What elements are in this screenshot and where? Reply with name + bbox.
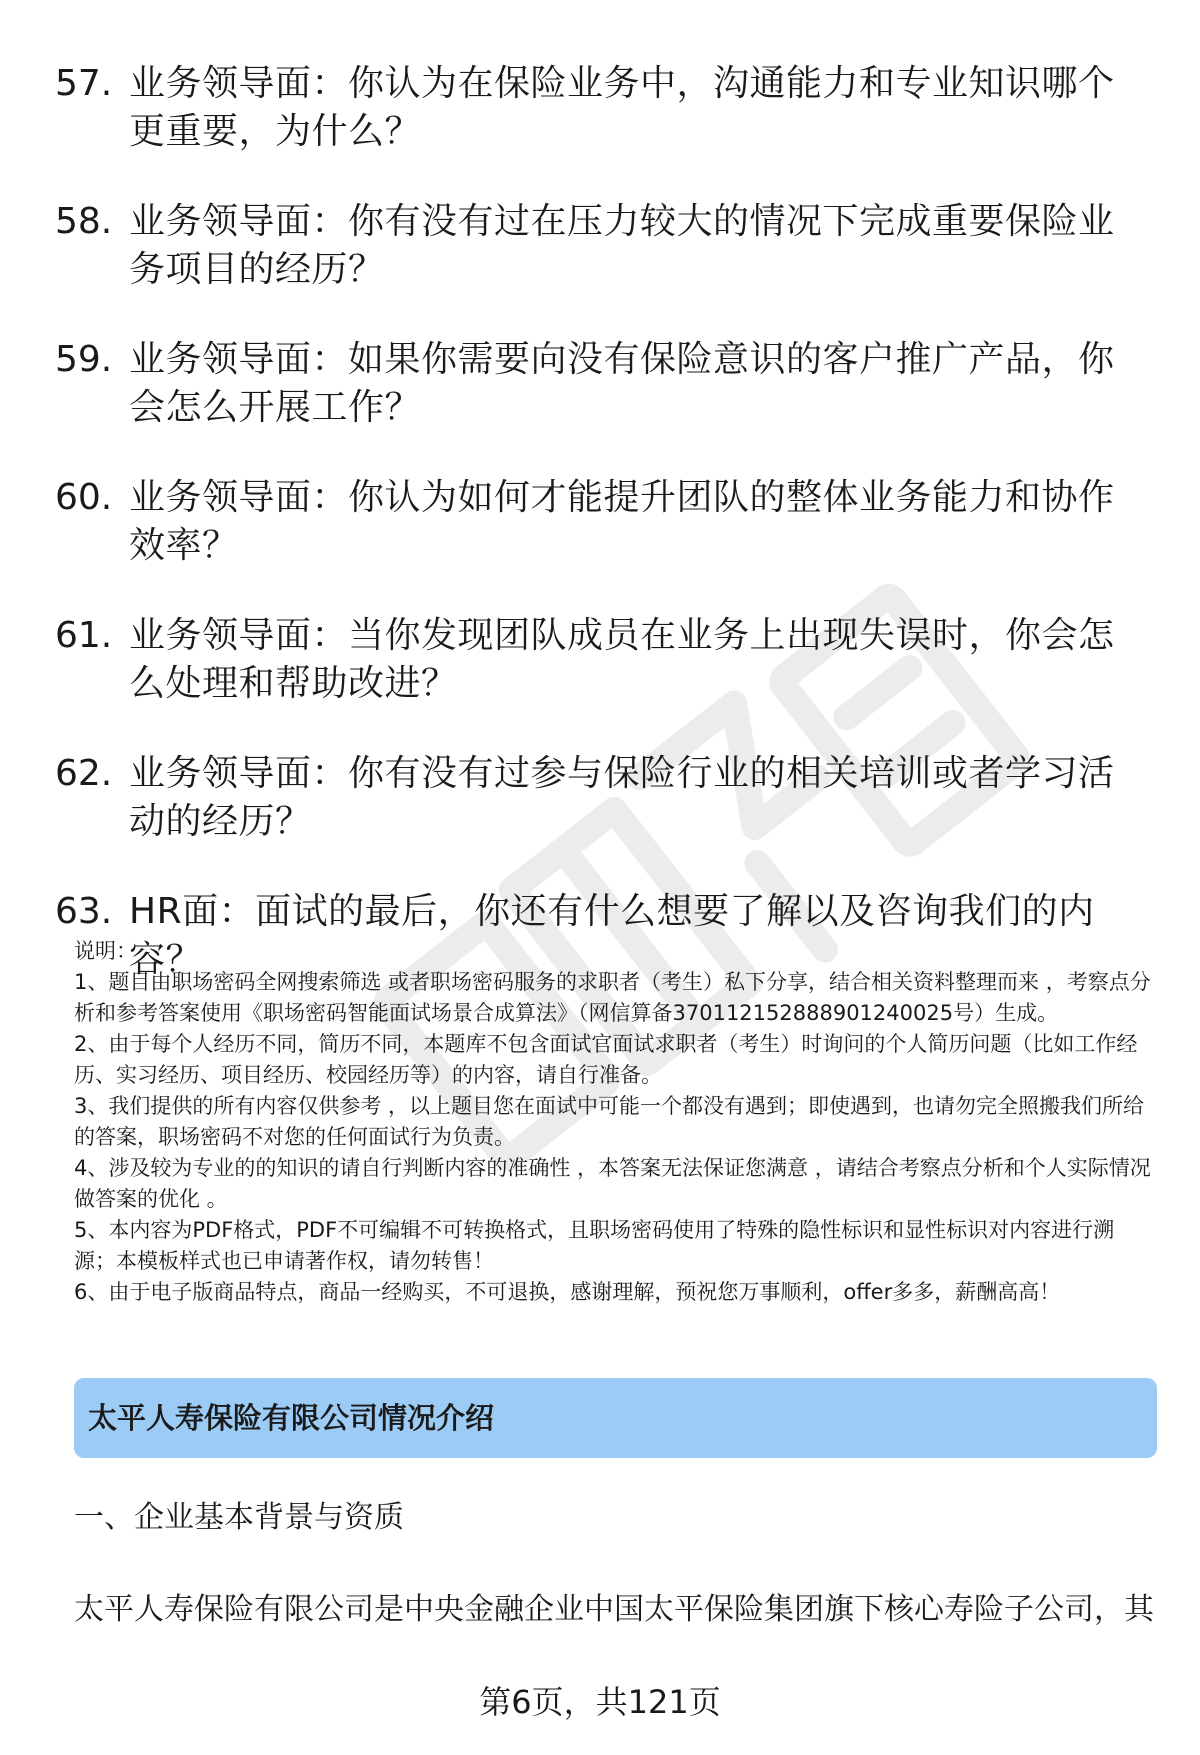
question-text: 业务领导面：你有没有过在压力较大的情况下完成重要保险业务项目的经历？	[129, 201, 1115, 290]
question-item	[55, 612, 1145, 708]
banner-title: 太平人寿保险有限公司情况介绍	[88, 1401, 495, 1435]
question-list	[55, 60, 1145, 1026]
question-item	[55, 198, 1145, 294]
question-number: 62.	[55, 753, 113, 794]
note-item: 2、由于每个人经历不同，简历不同，本题库不包含面试官面试求职者（考生）时询问的个人简历问题（比如工作经历、实习经历、项目经历、校园经历等）的内容，请自行准备。	[74, 1032, 1138, 1087]
question-number: 57.	[55, 63, 113, 104]
question-text: 业务领导面：如果你需要向没有保险意识的客户推广产品，你会怎么开展工作？	[129, 339, 1115, 428]
question-number: 60.	[55, 477, 113, 518]
company-intro-banner	[74, 1378, 1157, 1458]
question-item	[55, 750, 1145, 846]
note-item: 1、题目由职场密码全网搜索筛选 或者职场密码服务的求职者（考生）私下分享，结合相关资料整理而来 ，考察点分析和参考答案使用《职场密码智能面试场景合成算法》（网信算备370112152888901240025号）生成。	[74, 970, 1151, 1025]
question-number: 61.	[55, 615, 113, 656]
question-item	[55, 60, 1145, 156]
question-item	[55, 336, 1145, 432]
question-number: 63.	[55, 891, 113, 932]
question-number: 58.	[55, 201, 113, 242]
question-text: 业务领导面：当你发现团队成员在业务上出现失误时，你会怎么处理和帮助改进？	[129, 615, 1115, 704]
body-paragraph: 太平人寿保险有限公司是中央金融企业中国太平保险集团旗下核心寿险子公司，其	[74, 1592, 1154, 1627]
question-item	[55, 474, 1145, 570]
page-number: 第6页，共121页	[479, 1683, 721, 1721]
question-number: 59.	[55, 339, 113, 380]
notes-heading: 说明：	[74, 939, 137, 963]
note-item: 3、我们提供的所有内容仅供参考 ，以上题目您在面试中可能一个都没有遇到；即使遇到，也请勿完全照搬我们所给的答案，职场密码不对您的任何面试行为负责。	[74, 1094, 1145, 1149]
section-heading: 一、企业基本背景与资质	[74, 1500, 404, 1535]
note-item: 4、涉及较为专业的的知识的请自行判断内容的准确性 ，本答案无法保证您满意 ，请结合考察点分析和个人实际情况做答案的优化 。	[74, 1156, 1151, 1211]
note-item: 6、由于电子版商品特点，商品一经购买，不可退换，感谢理解，预祝您万事顺利，offer多多，薪酬高高！	[74, 1280, 1061, 1304]
question-text: HR面：面试的最后，你还有什么想要了解以及咨询我们的内容？	[129, 891, 1095, 980]
notes-section	[74, 936, 1154, 1308]
question-text: 业务领导面：你认为在保险业务中，沟通能力和专业知识哪个更重要，为什么？	[129, 63, 1115, 152]
question-text: 业务领导面：你有没有过参与保险行业的相关培训或者学习活动的经历？	[129, 753, 1115, 842]
note-item: 5、本内容为PDF格式，PDF不可编辑不可转换格式，且职场密码使用了特殊的隐性标识和显性标识对内容进行溯源；本模板样式也已申请著作权，请勿转售！	[74, 1218, 1115, 1273]
question-text: 业务领导面：你认为如何才能提升团队的整体业务能力和协作效率？	[129, 477, 1115, 566]
